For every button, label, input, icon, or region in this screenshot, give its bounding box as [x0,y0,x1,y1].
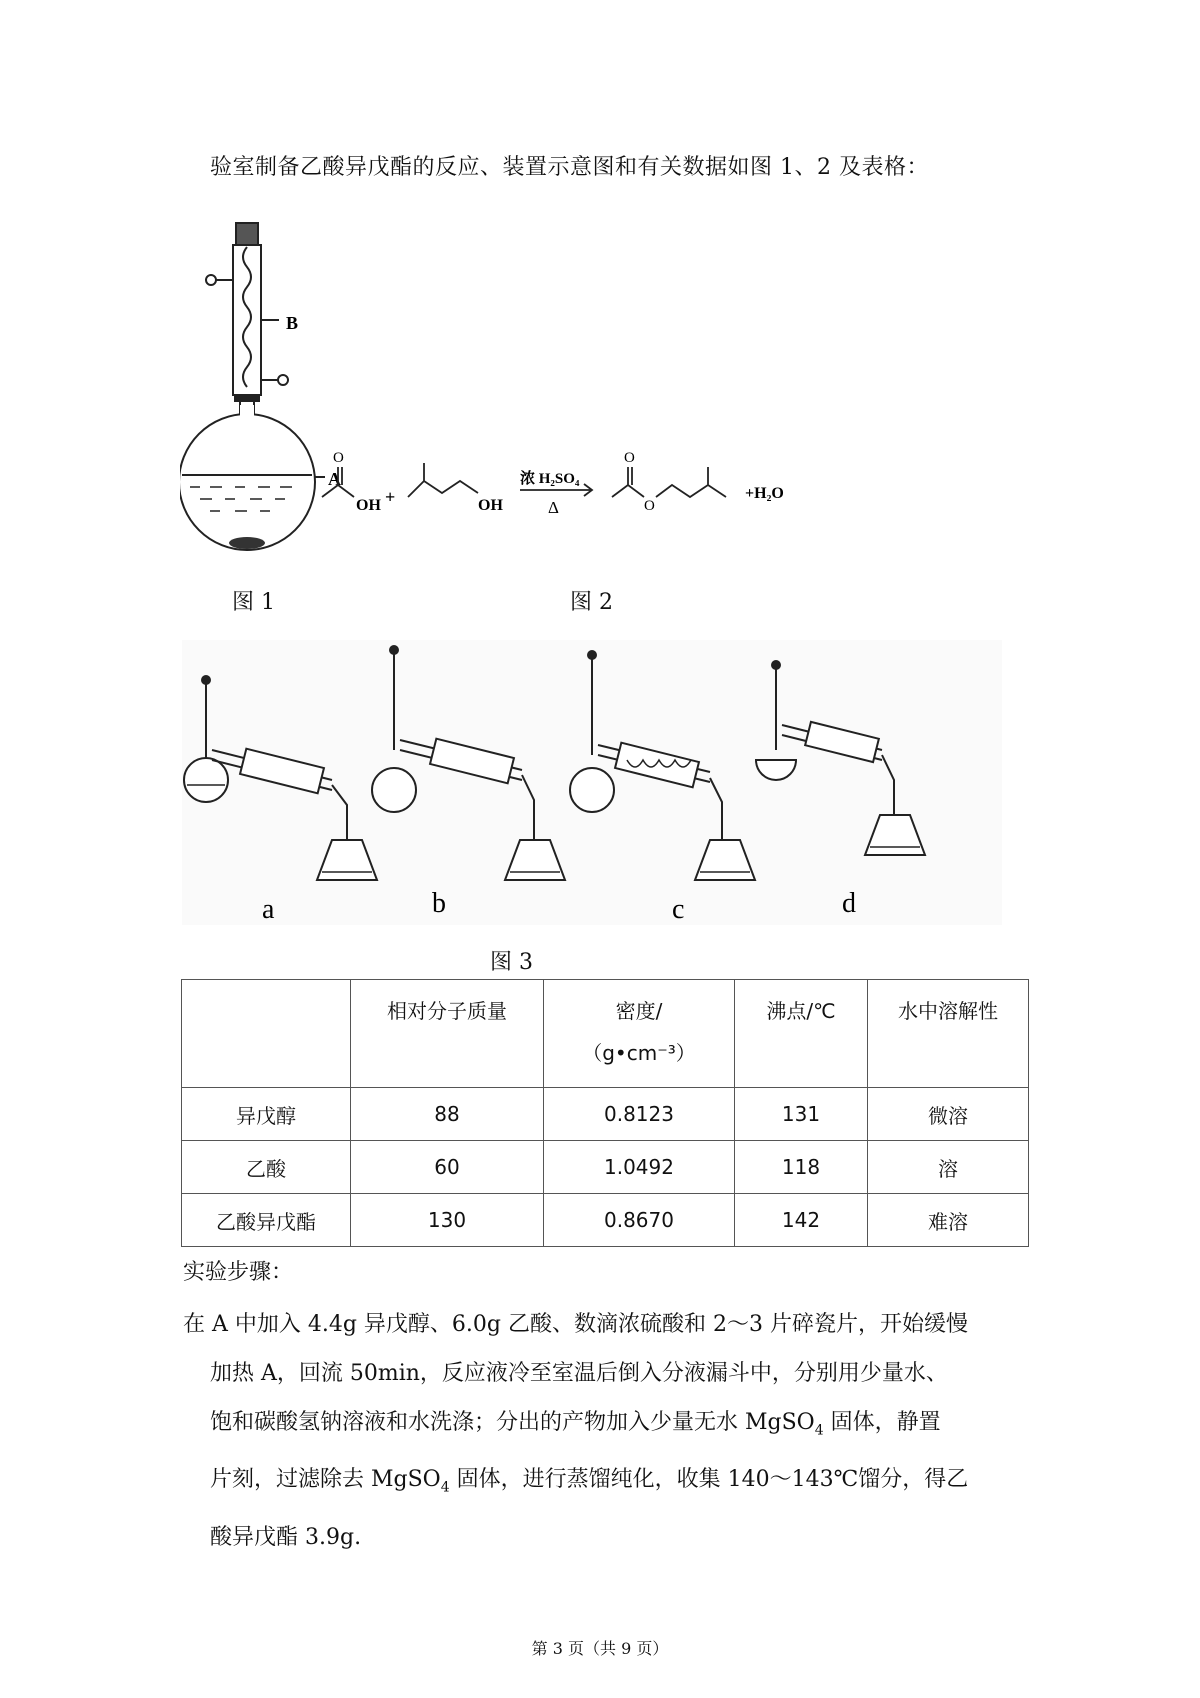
label-B: B [286,313,299,333]
row-name: 异戊醇 [182,1088,351,1141]
table-row [182,1141,1029,1194]
steps-paragraph [183,1300,1033,1562]
reflux-apparatus [180,223,325,550]
row-solubility: 溶 [868,1141,1029,1194]
row-density: 0.8123 [544,1088,735,1141]
steps-line-3: 饱和碳酸氢钠溶液和水洗涤；分出的产物加入少量无水 MgSO$_4$ 固体，静置 [210,1410,941,1439]
row-bp: 131 [735,1088,868,1141]
row-mass: 60 [351,1141,544,1194]
steps-line-5: 酸异戊酯 3.9g. [210,1524,362,1550]
alcohol-oh: OH [478,497,503,514]
row-name: 乙酸异戊酯 [182,1194,351,1247]
row-bp: 118 [735,1141,868,1194]
header-molar-mass: 相对分子质量 [351,980,544,1088]
row-bp: 142 [735,1194,868,1247]
figure-2-caption: 图 2 [570,590,613,615]
heat-symbol: Δ [548,498,559,517]
water-product: +H₂O [745,485,784,502]
intro-text: 验室制备乙酸异戊酯的反应、装置示意图和有关数据如图 1、2 及表格： [210,155,929,180]
row-solubility: 难溶 [868,1194,1029,1247]
row-mass: 88 [351,1088,544,1141]
acid-oh: OH [356,497,381,514]
figure-1-2-diagram [180,205,840,565]
figure-3-diagram [182,640,1002,925]
row-density: 1.0492 [544,1141,735,1194]
steps-title: 实验步骤： [183,1260,294,1285]
steps-line-4: 片刻，过滤除去 MgSO$_4$ 固体，进行蒸馏纯化，收集 140～143℃馏分，得乙 [210,1467,969,1496]
header-boiling-point: 沸点/℃ [735,980,868,1088]
plus-sign: + [385,487,396,507]
ester-ether-o: O [644,498,655,514]
page-footer: 第 3 页（共 9 页） [531,1639,669,1658]
svg-text:O: O [333,450,344,466]
table-header-row [182,980,1029,1088]
steps-line-2: 加热 A，回流 50min，反应液冷至室温后倒入分液漏斗中，分别用少量水、 [210,1361,948,1386]
row-mass: 130 [351,1194,544,1247]
table-row [182,1088,1029,1141]
table-row [182,1194,1029,1247]
header-solubility: 水中溶解性 [868,980,1029,1088]
figure-1-caption: 图 1 [232,590,275,615]
figure-3-caption: 图 3 [490,950,533,975]
setup-label-c: c [672,894,685,925]
header-density: 密度/ （g•cm⁻³） [544,980,735,1088]
row-name: 乙酸 [182,1141,351,1194]
setup-label-a: a [262,894,275,925]
properties-table [181,979,1029,1247]
label-A: A [328,469,341,489]
catalyst-label: 浓 H₂SO₄ [520,471,580,487]
setup-label-d: d [842,888,856,919]
steps-line-1: 在 A 中加入 4.4g 异戊醇、6.0g 乙酸、数滴浓硫酸和 2～3 片碎瓷片，开始缓慢 [183,1312,968,1337]
setup-label-b: b [432,888,446,919]
row-solubility: 微溶 [868,1088,1029,1141]
ester-carbonyl-o: O [624,450,635,466]
header-blank [182,980,351,1088]
row-density: 0.8670 [544,1194,735,1247]
